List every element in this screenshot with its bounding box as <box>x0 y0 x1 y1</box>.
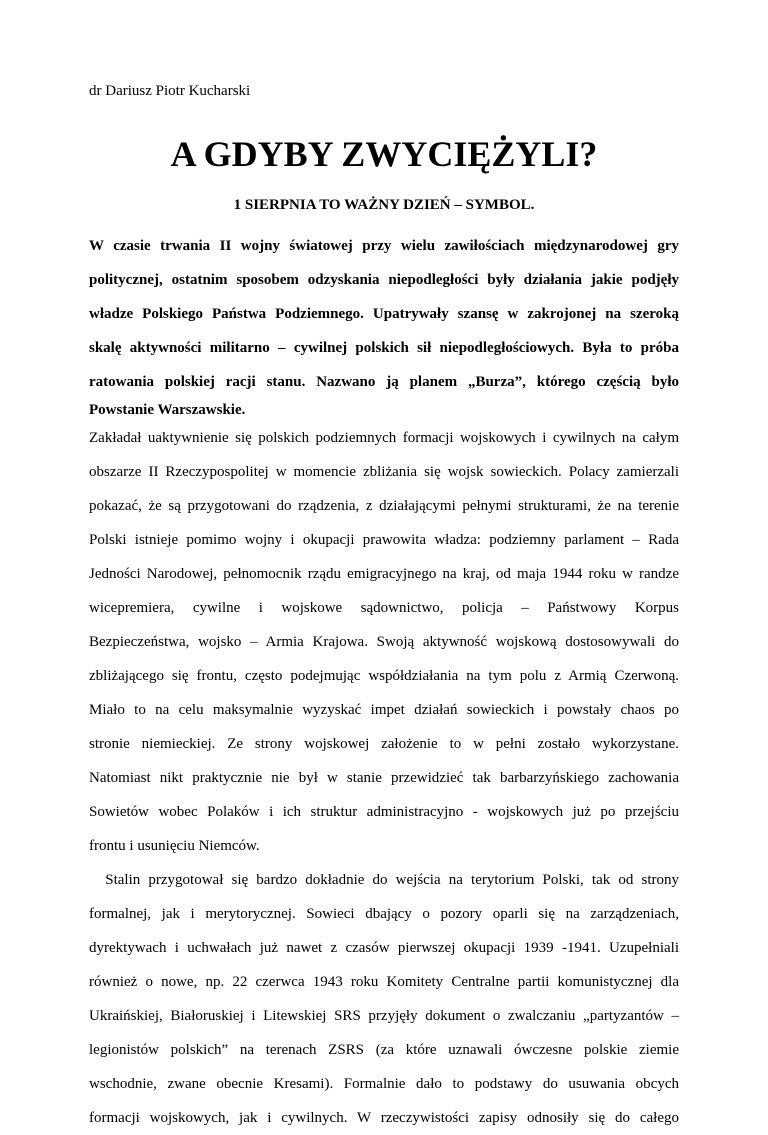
author-line: dr Dariusz Piotr Kucharski <box>89 83 251 99</box>
text-line: Stalin przygotował się bardzo dokładnie do wejścia na terytorium Polski, tak od strony <box>89 872 679 888</box>
text-line: formalnej, jak i merytorycznej. Sowieci dbający o pozory oparli się na zarządzeniach, <box>89 906 679 922</box>
text-line: formacji wojskowych, jak i cywilnych. W rzeczywistości zapisy odnosiły się do całego <box>89 1110 679 1126</box>
text-line: Bezpieczeństwa, wojsko – Armia Krajowa. Swoją aktywność wojskową dostosowywali do <box>89 634 679 650</box>
article-body <box>89 229 679 1135</box>
text-line: zbliżającego się frontu, często podejmując współdziałania na tym polu z Armią Czerwoną. <box>89 668 679 684</box>
text-line: Powstanie Warszawskie. <box>89 402 246 418</box>
text-line: politycznej, ostatnim sposobem odzyskania niepodległości były działania jakie podjęły <box>89 272 679 288</box>
text-line: Miało to na celu maksymalnie wyzyskać impet działań sowieckich i powstały chaos po <box>89 702 679 718</box>
text-line: obszarze II Rzeczypospolitej w momencie zbliżania się wojsk sowieckich. Polacy zamierzali <box>89 464 679 480</box>
text-line: skalę aktywności militarno – cywilnej polskich sił niepodległościowych. Była to próba <box>89 340 679 356</box>
text-line: wicepremiera, cywilne i wojskowe sądownictwo, policja – Państwowy Korpus <box>89 600 679 616</box>
text-line: ratowania polskiej racji stanu. Nazwano ją planem „Burza”, którego częścią było <box>89 374 679 390</box>
document-subtitle: 1 SIERPNIA TO WAŻNY DZIEŃ – SYMBOL. <box>233 197 535 213</box>
text-line: Jedności Narodowej, pełnomocnik rządu emigracyjnego na kraj, od maja 1944 roku w randze <box>89 566 679 582</box>
text-line: W czasie trwania II wojny światowej przy wielu zawiłościach międzynarodowej gry <box>89 238 679 254</box>
text-line: władze Polskiego Państwa Podziemnego. Upatrywały szansę w zakrojonej na szeroką <box>89 306 679 322</box>
text-line: dyrektywach i uchwałach już nawet z czasów pierwszej okupacji 1939 -1941. Uzupełniali <box>89 940 679 956</box>
text-line: Natomiast nikt praktycznie nie był w stanie przewidzieć tak barbarzyńskiego zachowania <box>89 770 679 786</box>
text-line: stronie niemieckiej. Ze strony wojskowej założenie to w pełni zostało wykorzystane. <box>89 736 679 752</box>
text-line: legionistów polskich” na terenach ZSRS (za które uznawali ówczesne polskie ziemie <box>89 1042 679 1058</box>
text-line: Polski istnieje pomimo wojny i okupacji prawowita władza: podziemny parlament – Rada <box>89 532 679 548</box>
text-line: Zakładał uaktywnienie się polskich podziemnych formacji wojskowych i cywilnych na całym <box>89 430 679 446</box>
text-line: również o nowe, np. 22 czerwca 1943 roku Komitety Centralne partii komunistycznej dla <box>89 974 679 990</box>
text-line: pokazać, że są przygotowani do rządzenia, z działającymi pełnymi strukturami, że na terenie <box>89 498 679 514</box>
text-line: wschodnie, zwane obecnie Kresami). Formalnie dało to podstawy do usuwania obcych <box>89 1076 679 1092</box>
text-line: frontu i usunięciu Niemców. <box>89 838 260 854</box>
text-line: Ukraińskiej, Białoruskiej i Litewskiej SRS przyjęły dokument o zwalczaniu „partyzantów – <box>89 1008 679 1024</box>
document-title: A GDYBY ZWYCIĘŻYLI? <box>170 134 598 174</box>
text-line: Sowietów wobec Polaków i ich struktur administracyjno - wojskowych już po przejściu <box>89 804 679 820</box>
